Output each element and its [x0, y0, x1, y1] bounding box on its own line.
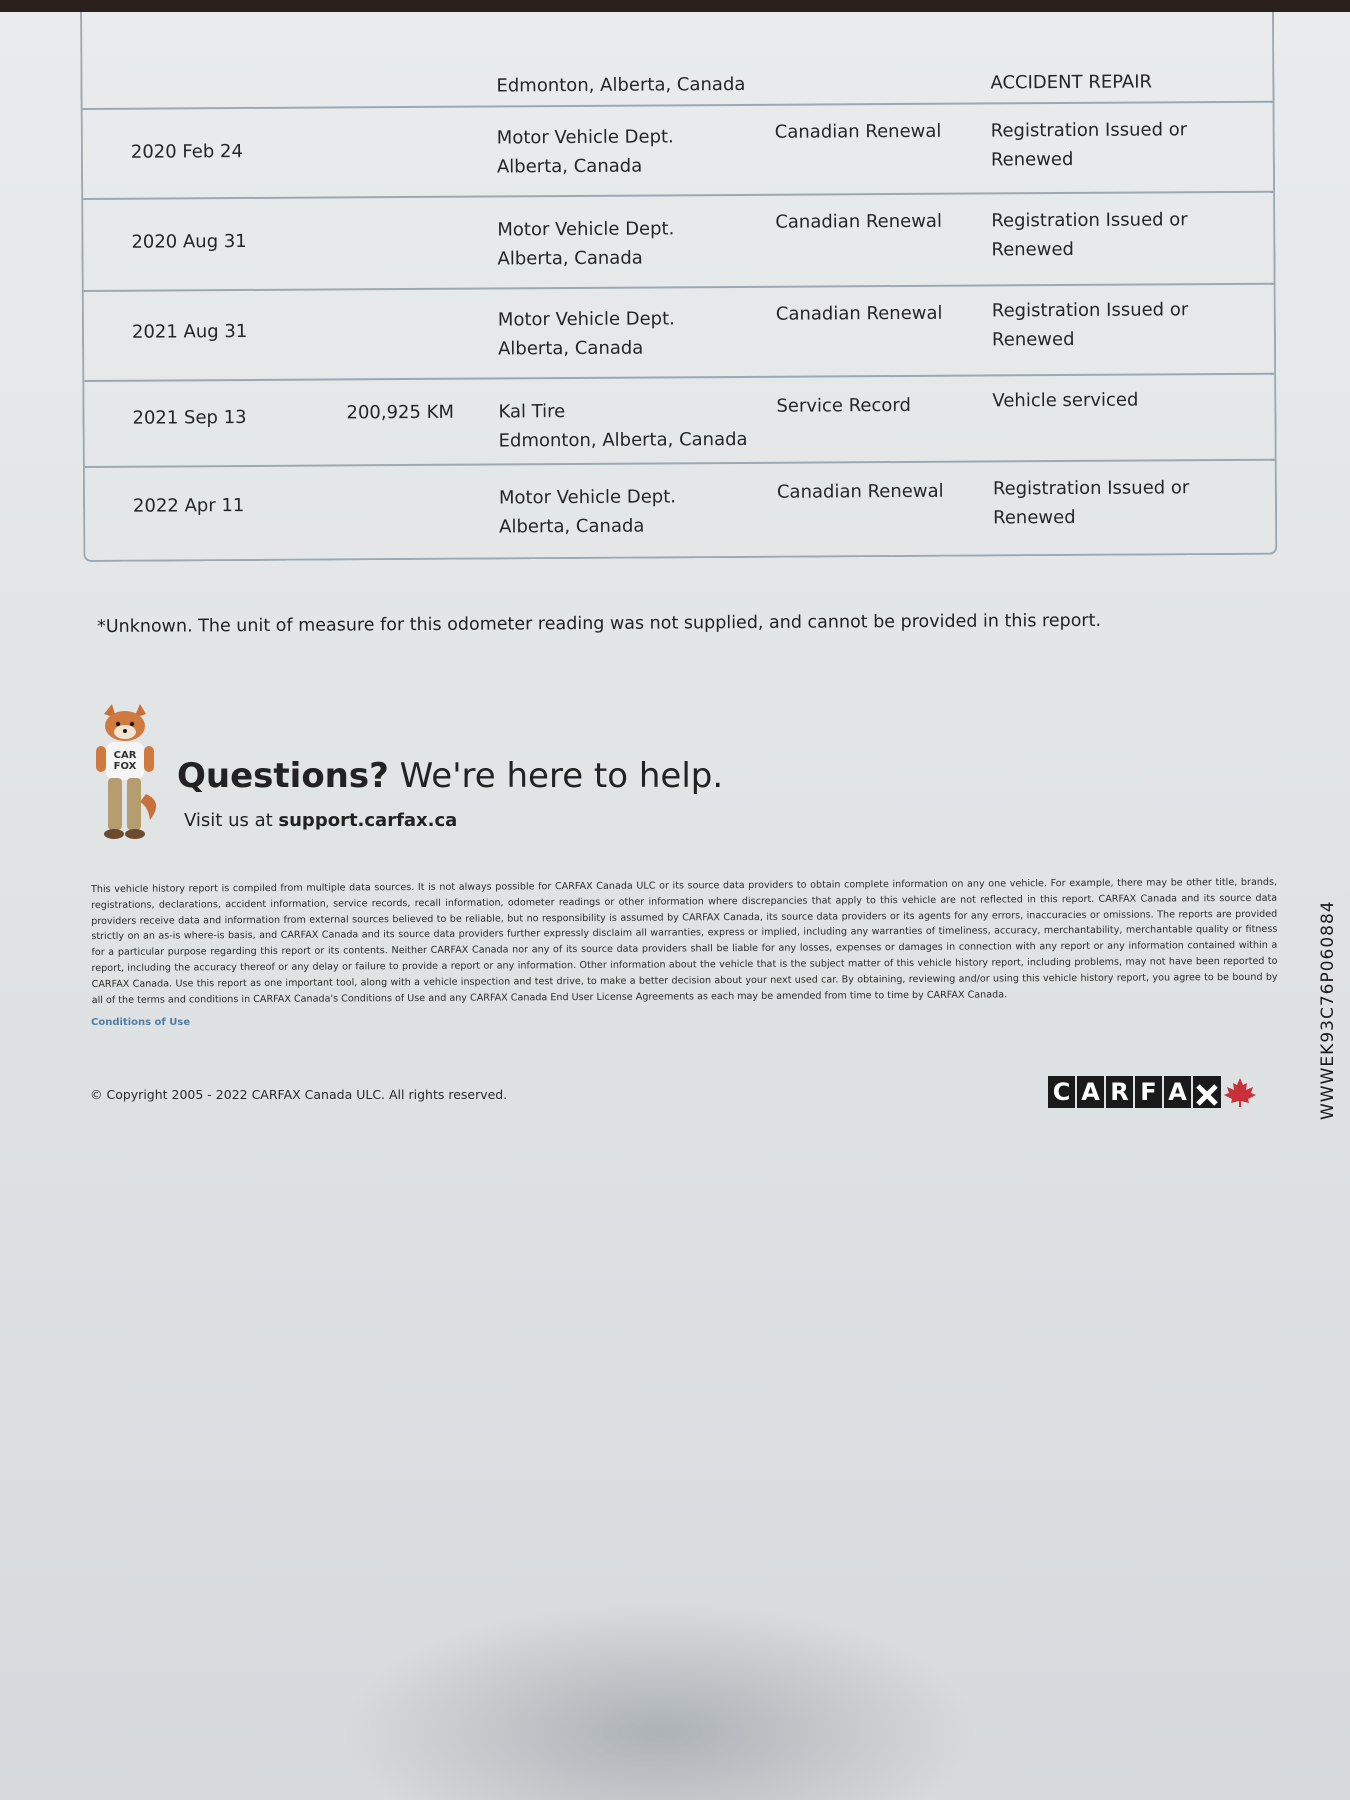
logo-letter: A: [1164, 1076, 1191, 1108]
report-page: [0, 12, 1350, 1800]
row-odometer: 200,925 KM: [346, 401, 455, 424]
row-source-location: Alberta, Canada: [498, 337, 644, 360]
vin-number: WWWEK93C76P060884: [1318, 900, 1338, 1120]
row-source-name: Motor Vehicle Dept.: [496, 126, 674, 149]
row-record-type: Canadian Renewal: [776, 480, 944, 503]
table-row: [83, 193, 1274, 292]
row-comments: [993, 473, 1213, 532]
row-date: 2020 Aug 31: [131, 230, 247, 253]
logo-letter: F: [1135, 1076, 1162, 1108]
row-source-location: Alberta, Canada: [497, 247, 643, 270]
row-comment-line: Registration Issued or: [992, 477, 1190, 500]
row-comment-line: ACCIDENT REPAIR: [990, 71, 1153, 94]
mascot-shirt-text: CAR: [113, 750, 137, 761]
help-heading-bold: Questions?: [177, 756, 389, 796]
row-source: [498, 304, 675, 363]
row-comment-line: Vehicle serviced: [992, 389, 1139, 412]
row-source-name: Motor Vehicle Dept.: [498, 486, 677, 509]
row-record-type: Service Record: [776, 394, 911, 417]
row-date: 2021 Aug 31: [131, 320, 248, 343]
logo-letter: A: [1077, 1076, 1104, 1108]
row-source: [497, 122, 674, 181]
row-date: 2020 Feb 24: [130, 141, 243, 163]
help-heading-rest: We're here to help.: [388, 756, 724, 796]
row-comment-line: Renewed: [991, 328, 1075, 351]
row-source-location: Alberta, Canada: [496, 155, 643, 178]
row-comments: [991, 115, 1211, 174]
row-source-name: Motor Vehicle Dept.: [497, 218, 675, 241]
row-source: [496, 70, 745, 101]
carfox-mascot: [90, 702, 160, 842]
mascot-shirt-text: FOX: [113, 761, 137, 772]
support-link[interactable]: support.carfax.ca: [278, 810, 458, 831]
help-visit-line: [184, 810, 457, 831]
logo-letter: R: [1106, 1076, 1133, 1108]
row-comments: [991, 205, 1211, 264]
row-comment-line: Renewed: [993, 506, 1076, 529]
logo-letter: C: [1048, 1076, 1075, 1108]
table-row: [82, 12, 1273, 110]
maple-leaf-icon: [1223, 1076, 1257, 1108]
row-comments: [992, 385, 1212, 415]
row-source-name: Kal Tire: [498, 401, 566, 423]
table-row: [83, 103, 1274, 200]
history-table: [80, 12, 1277, 562]
row-source-name: Motor Vehicle Dept.: [497, 308, 675, 331]
row-date: 2021 Sep 13: [132, 406, 247, 429]
row-comment-line: Registration Issued or: [990, 119, 1188, 142]
row-record-type: Canadian Renewal: [774, 120, 942, 143]
logo-x-mark: [1193, 1076, 1221, 1108]
row-comment-line: Registration Issued or: [991, 299, 1189, 322]
row-comment-line: Renewed: [991, 238, 1075, 261]
row-source-location: Edmonton, Alberta, Canada: [498, 428, 748, 452]
carfax-logo: [1048, 1076, 1257, 1108]
row-record-type: Canadian Renewal: [775, 210, 942, 233]
row-source-location: Edmonton, Alberta, Canada: [496, 73, 746, 97]
row-source: [499, 482, 676, 541]
conditions-of-use-link[interactable]: Conditions of Use: [91, 1017, 191, 1028]
copyright-notice: © Copyright 2005 - 2022 CARFAX Canada ULC. All rights reserved.: [90, 1087, 508, 1102]
row-source-location: Alberta, Canada: [499, 515, 645, 538]
table-row: [85, 461, 1276, 558]
table-row: [84, 285, 1275, 382]
row-date: 2022 Apr 11: [132, 495, 245, 517]
odometer-footnote: *Unknown. The unit of measure for this odometer reading was not supplied, and cannot be provided in this report.: [97, 610, 1102, 637]
table-row: [84, 375, 1275, 468]
row-comments: [990, 67, 1210, 97]
row-record-type: Canadian Renewal: [775, 302, 943, 325]
paper-shadow: [340, 1602, 980, 1800]
help-visit-prefix: Visit us at: [184, 810, 279, 831]
row-comment-line: Registration Issued or: [991, 209, 1188, 232]
help-heading: [177, 756, 723, 796]
row-source: [497, 214, 674, 273]
row-source: [498, 396, 747, 456]
legal-disclaimer: This vehicle history report is compiled from multiple data sources. It is not always possible for CARFAX Canada ULC or its source data providers to obtain complete information on any one vehicle. For example, there may be other title, brands, registrations, declarations, accident information, service records, recall information, odometer readings or other information where discrepancies that apply to this vehicle are not reflected in this report. CARFAX Canada and its source data providers receive data and information from external sources believed to be reliable, but no responsibility is assumed by CARFAX Canada, its source data providers or its agents for any errors, inaccuracies or omissions. The reports are provided strictly on an as-is where-is basis, and CARFAX Canada and its source data providers further expressly disclaim all warranties, express or implied, including any warranties of timeliness, accuracy, merchantability, merchantable quality or fitness for a particular purpose regarding this report or its contents. Neither CARFAX Canada nor any of its source data providers shall be liable for any losses, expenses or damages in connection with any report or any information contained within a report, including the accuracy thereof or any delay or failure to provide a report or any information. Other information about the vehicle that is the subject matter of this vehicle history report, including problems, may not have been reported to CARFAX Canada. Use this report as one important tool, along with a vehicle inspection and test drive, to make a better decision about your next used car. By obtaining, reviewing and/or using this vehicle history report, you agree to be bound by all of the terms and conditions in CARFAX Canada's Conditions of Use and any CARFAX Canada End User License Agreements as each may be amended from time to time by CARFAX Canada.: [91, 876, 1278, 1006]
row-comments: [992, 295, 1212, 354]
row-comment-line: Renewed: [990, 148, 1074, 171]
